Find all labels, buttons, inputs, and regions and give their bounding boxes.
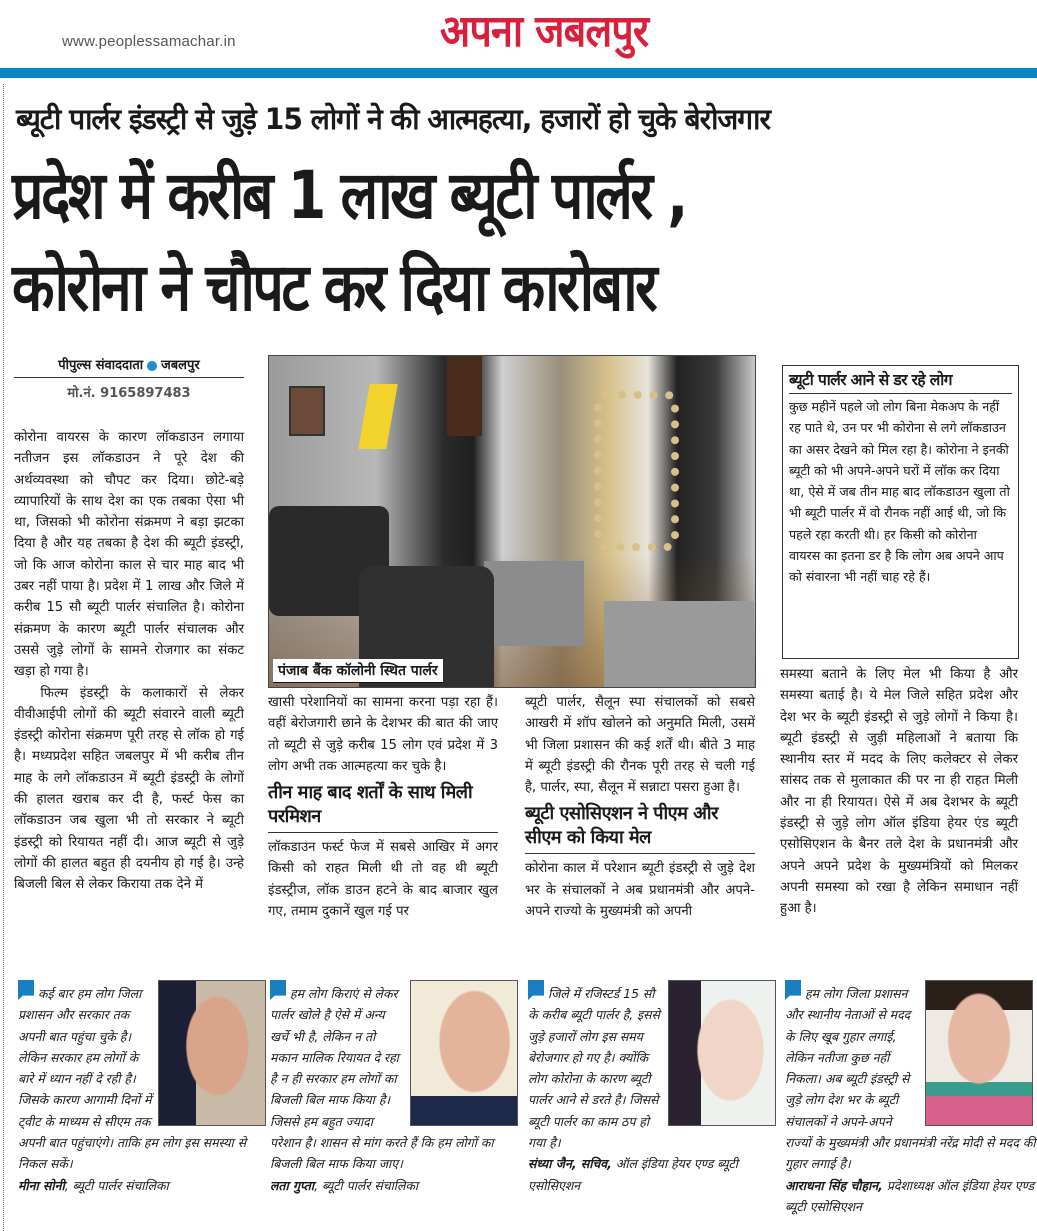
quote-mark-icon [18, 980, 34, 1000]
paragraph: समस्या बताने के लिए मेल भी किया है और समस्या बताई है। ये मेल जिले सहित प्रदेश और देश भर के ब्यूटी इंडस्ट्री से जुड़े लोगों ने किया है। ब्यूटी इंडस्ट्री से जुड़ी महिलाओं ने बताया कि स्थानीय स्तर में मदद के लिए कलेक्टर से लेकर सांसद तक से मुलाकात की पर ना ही राहत मिली और ना ही रियायत। ऐसे में अब देशभर के ब्यूटी इंडस्ट्री से जुड़े लोग ऑल इंडिया हेयर एंड ब्यूटी एसोसिएशन के बैनर तले देश के प्रधानमंत्री और अपने अपने प्रदेश के मुख्यमंत्रियों को मिलकर अपनी समस्या को रखा है लेकिन समाधान नहीं हुआ है। [780, 667, 1018, 917]
quote-text: हम लोग जिला प्रशासन और स्थानीय नेताओं से मदद के लिए खूब गुहार लगाई, लेकिन नतीजा कुछ नहीं निकला। अब ब्यूटी इंडस्ट्री से जुड़े लोग देश भर के ब्यूटी संचालकों ने अपने-अपने राज्यों के मुख्यमंत्री और प्रधानमंत्री नरेंद्र मोदी से मदद की गुहार लगाई है। [785, 986, 1036, 1172]
left-margin-dotted-rule [3, 84, 4, 1231]
paragraph: कोरोना वायरस के कारण लॉकडाउन लगाया नतीजन इस लॉकडाउन ने पूरे देश की अर्थव्यवस्था को चौपट कर दिया। छोटे-बड़े व्यापारियों के साथ देश का एक तबका ऐसा भी था, जिसको भी कोरोना संक्रमण ने बड़ा झटका दिया है और यह तबका है देश की ब्यूटी इंडस्ट्री, जो कि आज कोरोना काल से चार माह बाद भी उबर नहीं पाया है। प्रदेश में 1 लाख और जिले में करीब 15 सौ ब्यूटी पार्लर संचालित है। कोरोना संक्रमण के कारण ब्यूटी पार्लर संचालक और उससे जुड़े लोगों के सामने रोजगार का संकट खड़ा हो गया है। [14, 430, 244, 680]
salon-photo [268, 355, 756, 688]
photo-cabinet [484, 561, 584, 646]
paragraph: लॉकडाउन फर्स्ट फेज में सबसे आखिर में अगर किसी को राहत मिली थी तो वह थी ब्यूटी इंडस्ट्रीज, लॉक डाउन हटने के बाद बाजार खुल गए, तमाम दुकानें खुल गई पर [268, 840, 498, 920]
masthead [0, 0, 1037, 68]
quote-author: मीना सोनी [18, 1177, 65, 1193]
main-headline-line-1: प्रदेश में करीब 1 लाख ब्यूटी पार्लर , [12, 157, 686, 234]
byline-phone: मो.नं. 9165897483 [67, 386, 191, 401]
article-column-2 [268, 692, 498, 922]
quote-author-role: प्रदेशाध्यक्ष ऑल इंडिया हेयर एण्ड ब्यूटी एसोसिएशन [785, 1177, 1035, 1214]
photo-cabinet [604, 601, 754, 688]
sidebar-box [782, 365, 1019, 659]
main-headline [12, 150, 1027, 334]
quote-text: जिले में रजिस्टर्ड 15 सौ के करीब ब्यूटी पार्लर है, इससे जुड़े हजारों लोग इस समय बेरोजगार हो गए है। क्योंकि लोग कोरोना के कारण ब्यूटी पार्लर आने से डरते है। जिससे ब्यूटी पार्लर का काम ठप हो गया है। [528, 986, 660, 1151]
photo-caption: पंजाब बैंक कॉलोनी स्थित पार्लर [273, 659, 443, 683]
kicker-headline: ब्यूटी पार्लर इंडस्ट्री से जुड़े 15 लोगों ने की आत्महत्या, हजारों हो चुके बेरोजगार [16, 102, 770, 136]
quote-author-role: ऑल इंडिया हेयर एण्ड ब्यूटी एसोसिएशन [528, 1156, 738, 1193]
article-column-4 [780, 664, 1018, 920]
section-title: अपना जबलपुर [440, 6, 649, 57]
subheading: तीन माह बाद शर्तों के साथ मिली परमिशन [268, 781, 498, 833]
quote-author-role: , ब्यूटी पार्लर संचालिका [314, 1177, 419, 1193]
header-divider-band [0, 68, 1037, 78]
quote-author: लता गुप्ता [270, 1177, 315, 1193]
quote-text: हम लोग किराएं से लेकर पार्लर खोले है ऐसे में अन्य खर्चे भी है, लेकिन न तो मकान मालिक रियायत दे रहा है न ही सरकार हम लोगों का बिजली बिल माफ किया है। जिससे हम बहुत ज्यादा परेशान है। शासन से मांग करते हैं कि हम लोगों का बिजली बिल माफ किया जाए। [270, 986, 494, 1172]
quote-author-role: , ब्यूटी पार्लर संचालिका [64, 1177, 169, 1193]
photo-poster [447, 356, 482, 436]
paragraph: ब्यूटी पार्लर, सैलून स्पा संचालकों को सबसे आखरी में शॉप खोलने को अनुमति मिली, उसमें भी जिला प्रशासन की कई शर्तें थी। बीते 3 माह में ब्यूटी इंडस्ट्री की रौनक पूरी तरह से चली गई है, पार्लर, स्पा, सैलून में सन्नाटा पसरा हुआ है। [525, 695, 755, 796]
byline-city: जबलपुर [161, 358, 200, 373]
site-url[interactable]: www.peoplessamachar.in [62, 33, 236, 50]
paragraph: खासी परेशानियों का सामना करना पड़ा रहा हैं। वहीं बेरोजगारी छाने के देशभर की बात की जाए तो ब्यूटी से जुड़े करीब 15 लोग एवं प्रदेश में 3 लोग अभी तक आत्महत्या कर चुके है। [268, 695, 498, 774]
photo-yellow-decor [358, 384, 397, 449]
article-column-1 [14, 427, 244, 896]
sidebar-body: कुछ महीनें पहले जो लोग बिना मेकअप के नहीं रह पाते थे, उन पर भी कोरोना से लगे लॉकडाउन का असर देखने को मिल रहा है। कोरोना ने इनकी ब्यूटी को भी अपने-अपने घरों में लॉक कर दिया था, ऐसे में जब तीन माह बाद लॉकडाउन खुला तो भी ब्यूटी पार्लर में वो रौनक नहीं आई थी, जो कि पहले रहा करती थी। हर किसी को कोरोना वायरस का इतना डर है कि लोग अब अपने आप को संवारना भी नहीं चाह रहे हैं। [789, 399, 1010, 585]
paragraph: कोरोना काल में परेशान ब्यूटी इंडस्ट्री से जुड़े देश भर के संचालकों ने अब प्रधानमंत्री और अपने-अपने राज्यो के मुख्यमंत्री को अपनी [525, 861, 755, 920]
quote-text: कई बार हम लोग जिला प्रशासन और सरकार तक अपनी बात पहुंचा चुके है। लेकिन सरकार हम लोगों के बारे में ध्यान नहीं दे रही है। जिसके कारण आगामी दिनों में ट्वीट के माध्यम से सीएम तक अपनी बात पहुंचाएंगे। ताकि हम लोग इस समस्या से निकल सकें। [18, 986, 247, 1172]
photo-hexagon-shelf [594, 391, 679, 551]
paragraph: फिल्म इंडस्ट्री के कलाकारों से लेकर वीवीआईपी लोगों की ब्यूटी संवारने वाली ब्यूटी इंडस्ट्री कोरोना संक्रमण पूरी तरह से लॉक हो गई है। मध्यप्रदेश सहित जबलपुर में भी करीब तीन माह के लगे लॉकडाउन में ब्यूटी इंडस्ट्री के लोगों की हालत खराब कर दी है, फर्स्ट फेस का लॉकडाउन जब खुला भी तो सरकार ने ब्यूटी इंडस्ट्री को रियायत नहीं दी। आज ब्यूटी से जुड़े लोगों की हालत बहुत ही दयनीय हो गई है। उन्हे बिजली बिल से लेकर किराया तक देने में [14, 685, 244, 893]
main-headline-line-2: कोरोना ने चौपट कर दिया कारोबार [12, 249, 656, 326]
quote-box-3 [528, 980, 780, 1231]
article-column-3 [525, 692, 755, 922]
byline [14, 355, 244, 401]
portrait-photo [410, 980, 518, 1126]
sidebar-title: ब्यूटी पार्लर आने से डर रहे लोग [789, 368, 1012, 394]
photo-wall-frame [289, 386, 325, 436]
quote-mark-icon [785, 980, 801, 1000]
portrait-photo [158, 980, 266, 1126]
byline-credit [14, 355, 244, 378]
quote-author: आराधना सिंह चौहान, [785, 1177, 883, 1193]
subheading: ब्यूटी एसोसिएशन ने पीएम और सीएम को किया मेल [525, 802, 755, 854]
portrait-photo [668, 980, 776, 1126]
byline-reporter: पीपुल्स संवाददाता [58, 358, 144, 373]
quote-author: संध्या जैन, सचिव, [528, 1156, 612, 1172]
quote-box-2 [270, 980, 522, 1231]
quote-box-1 [18, 980, 270, 1231]
bullet-dot-icon [147, 361, 157, 371]
portrait-photo [925, 980, 1033, 1126]
quote-mark-icon [270, 980, 286, 1000]
quote-box-4 [785, 980, 1037, 1231]
quote-mark-icon [528, 980, 544, 1000]
